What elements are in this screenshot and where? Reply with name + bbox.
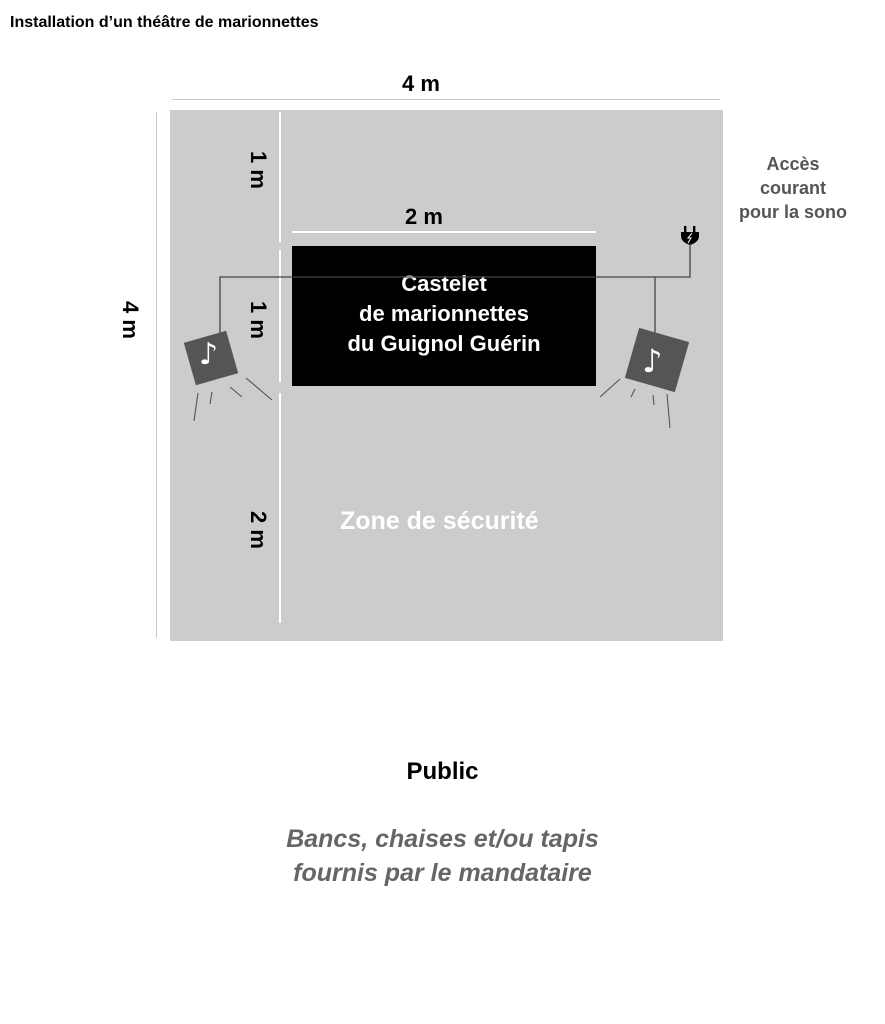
castelet-label-line1: Castelet	[401, 271, 487, 296]
castelet-depth-label: 1 m	[246, 301, 271, 339]
castelet-label-line2: de marionnettes	[359, 301, 529, 326]
seating-note	[0, 822, 885, 890]
page-title: Installation d’un théâtre de marionnettes	[10, 14, 319, 31]
safety-depth-label: 2 m	[246, 511, 271, 549]
power-access-line3: pour la sono	[739, 202, 847, 222]
safety-zone-label: Zone de sécurité	[340, 507, 539, 535]
power-access-label	[728, 152, 858, 224]
castelet-width-label: 2 m	[405, 204, 443, 229]
left-speaker-note-icon: ♪	[199, 337, 219, 372]
power-access-line1: Accès	[766, 154, 820, 174]
top-width-label: 4 m	[402, 71, 440, 96]
right-speaker-note-icon: ♪	[642, 342, 663, 380]
public-label: Public	[406, 758, 479, 785]
left-height-label: 4 m	[118, 301, 143, 339]
back-gap-label: 1 m	[246, 151, 271, 189]
power-access-line2: courant	[759, 178, 826, 198]
speaker-cable	[220, 245, 690, 345]
left-speaker-sound-lines	[194, 378, 272, 421]
seating-note-line1: Bancs, chaises et/ou tapis	[286, 825, 599, 853]
castelet-label-line3: du Guignol Guérin	[347, 331, 541, 356]
seating-note-line2: fournis par le mandataire	[293, 859, 592, 887]
